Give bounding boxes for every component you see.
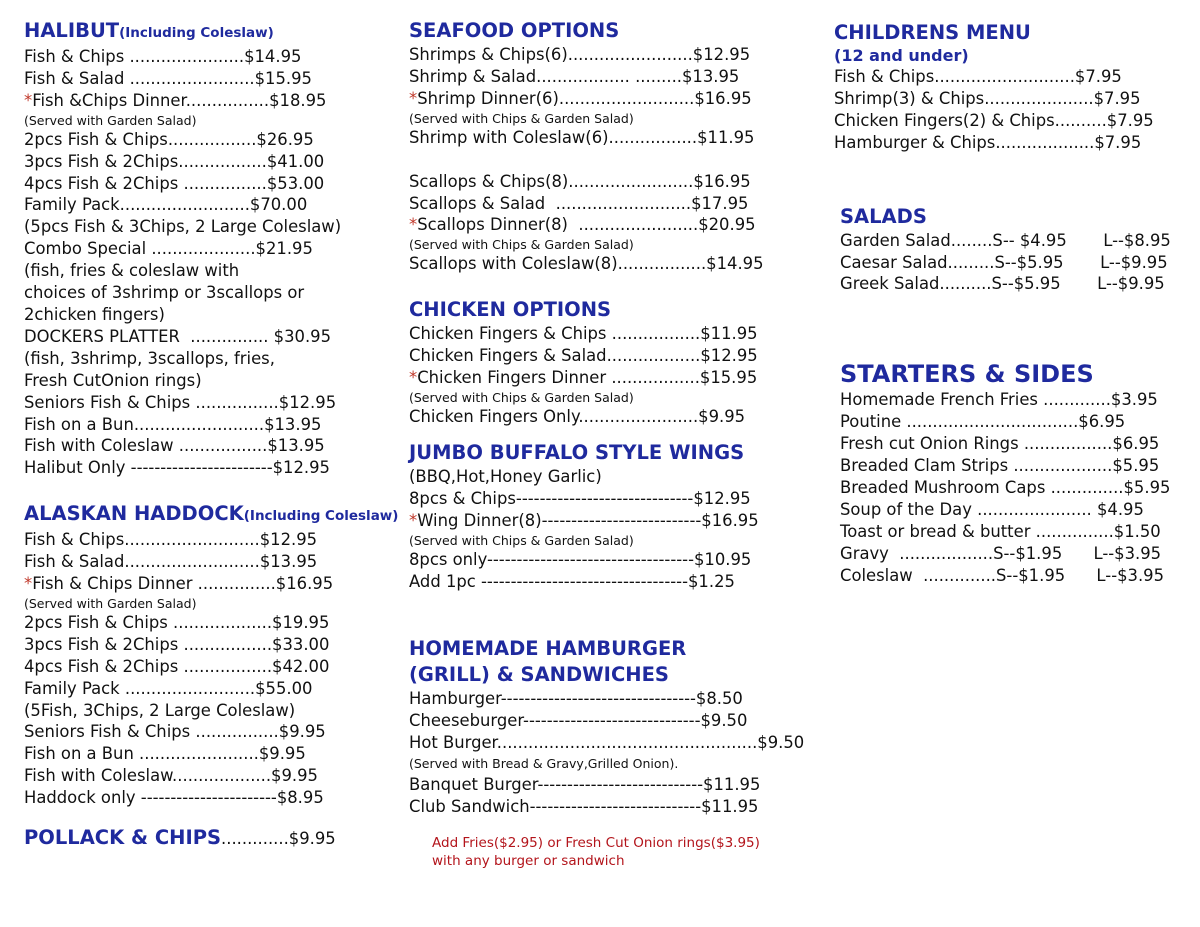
menu-item: Gravy ..................S--$1.95 L--$3.95 bbox=[840, 543, 1162, 563]
menu-item: Chicken Fingers & Salad..................$12.95 bbox=[409, 346, 758, 366]
pollack-heading bbox=[24, 825, 384, 852]
served-with-note: (Served with Chips & Garden Salad) bbox=[409, 237, 634, 253]
menu-item: Hot Burger..................................................$9.50 bbox=[409, 733, 805, 753]
wings-list bbox=[409, 466, 799, 593]
menu-item: Seniors Fish & Chips ................$12.95 bbox=[24, 392, 337, 412]
menu-item-text: Fish &Chips Dinner................$18.95 bbox=[32, 90, 327, 110]
column-right bbox=[834, 20, 1194, 587]
haddock-note: (Including Coleslaw) bbox=[243, 508, 399, 525]
served-with-note: (Served with Garden Salad) bbox=[24, 595, 197, 611]
menu-item: Shrimp with Coleslaw(6).................$11.95 bbox=[409, 127, 755, 147]
menu-item: Soup of the Day ...................... $4.95 bbox=[840, 499, 1144, 519]
menu-item-text: Fish & Chips Dinner ...............$16.95 bbox=[32, 574, 334, 594]
menu-item: Fish with Coleslaw...................$9.95 bbox=[24, 766, 318, 786]
menu-item: Breaded Mushroom Caps ..............$5.95 bbox=[840, 477, 1171, 497]
menu-item: Halibut Only ------------------------$12.95 bbox=[24, 458, 330, 478]
salads-heading: SALADS bbox=[840, 204, 927, 228]
pollack-price: .............$9.95 bbox=[221, 829, 336, 849]
menu-item: Fresh cut Onion Rings .................$6.95 bbox=[840, 434, 1160, 454]
menu-item: Add 1pc -----------------------------------$1.25 bbox=[409, 571, 735, 591]
menu-item: Fish & Chips..........................$12.95 bbox=[24, 530, 318, 550]
menu-item: Poutine .................................$6.95 bbox=[840, 412, 1126, 432]
menu-item: Haddock only -----------------------$8.95 bbox=[24, 788, 324, 808]
starters-heading: STARTERS & SIDES bbox=[840, 360, 1094, 389]
haddock-list bbox=[24, 529, 384, 809]
menu-item: Shrimp(3) & Chips.....................$7.95 bbox=[834, 88, 1141, 108]
menu-item: Chicken Fingers(2) & Chips..........$7.95 bbox=[834, 110, 1154, 130]
menu-item: Hamburger & Chips...................$7.95 bbox=[834, 132, 1142, 152]
menu-item: Greek Salad..........S--$5.95 L--$9.95 bbox=[840, 274, 1165, 294]
seafood-scallops-list bbox=[409, 171, 799, 276]
menu-item: 4pcs Fish & 2Chips ................$53.00 bbox=[24, 173, 325, 193]
menu-item: Chicken Fingers Only.......................$9.95 bbox=[409, 406, 746, 426]
menu-item: Shrimp & Salad.................. .........$13.95 bbox=[409, 66, 740, 86]
menu-item: Fish & Salad..........................$13.95 bbox=[24, 552, 318, 572]
served-with-note: (Served with Chips & Garden Salad) bbox=[409, 389, 634, 405]
served-with-note: (Served with Chips & Garden Salad) bbox=[409, 532, 634, 548]
wings-heading: JUMBO BUFFALO STYLE WINGS bbox=[409, 440, 745, 464]
burgers-list bbox=[409, 688, 805, 818]
asterisk-marker: * bbox=[409, 368, 418, 388]
menu-item: Caesar Salad.........S--$5.95 L--$9.95 bbox=[840, 252, 1168, 272]
menu-item: 2pcs Fish & Chips ...................$19.95 bbox=[24, 612, 330, 632]
menu-item-dinner bbox=[24, 90, 384, 112]
seafood-heading: SEAFOOD OPTIONS bbox=[409, 19, 620, 42]
asterisk-marker: * bbox=[409, 510, 418, 530]
menu-item: Combo Special ....................$21.95 bbox=[24, 239, 313, 259]
haddock-heading bbox=[24, 501, 399, 529]
menu-item: Fish on a Bun .......................$9.95 bbox=[24, 744, 306, 764]
menu-item: 2chicken fingers) bbox=[24, 304, 165, 324]
menu-item: 3pcs Fish & 2Chips.................$41.00 bbox=[24, 151, 325, 171]
menu-item-text: Chicken Fingers Dinner .................$15.95 bbox=[417, 368, 758, 388]
menu-item: 2pcs Fish & Chips.................$26.95 bbox=[24, 129, 314, 149]
halibut-list bbox=[24, 46, 384, 479]
children-heading: CHILDRENS MENU bbox=[834, 21, 1031, 44]
served-with-note: (Served with Chips & Garden Salad) bbox=[409, 110, 634, 126]
menu-item: Coleslaw ..............S--$1.95 L--$3.95 bbox=[840, 565, 1165, 585]
menu-item: Homemade French Fries .............$3.95 bbox=[840, 390, 1158, 410]
menu-item: Scallops & Salad ..........................$17.95 bbox=[409, 193, 749, 213]
chicken-list bbox=[409, 323, 799, 428]
menu-item: Scallops with Coleslaw(8).................$14.95 bbox=[409, 254, 764, 274]
seafood-shrimp-list bbox=[409, 44, 799, 149]
menu-item-dinner bbox=[409, 88, 799, 110]
menu-item-text: Wing Dinner(8)---------------------------$16.95 bbox=[417, 510, 759, 530]
menu-item: Fish on a Bun.........................$13.95 bbox=[24, 414, 322, 434]
column-left bbox=[24, 18, 399, 852]
addon-line-2: with any burger or sandwich bbox=[432, 852, 625, 869]
pollack-title: POLLACK & CHIPS bbox=[24, 826, 222, 850]
addon-line-1: Add Fries($2.95) or Fresh Cut Onion rings($3.95) bbox=[432, 834, 760, 851]
burgers-heading-1: HOMEMADE HAMBURGER bbox=[409, 637, 687, 661]
served-with-note: (Served with Garden Salad) bbox=[24, 112, 197, 128]
menu-item: choices of 3shrimp or 3scallops or bbox=[24, 283, 305, 303]
menu-item: Fish with Coleslaw .................$13.95 bbox=[24, 436, 325, 456]
menu-item: Fish & Chips...........................$7.95 bbox=[834, 67, 1122, 86]
column-middle bbox=[409, 18, 805, 870]
menu-item: 8pcs & Chips------------------------------$12.95 bbox=[409, 488, 751, 508]
menu-item: (fish, fries & coleslaw with bbox=[24, 261, 240, 281]
menu-item: Cheeseburger------------------------------$9.50 bbox=[409, 711, 748, 731]
menu-item-text: Scallops Dinner(8) .......................$20.95 bbox=[417, 215, 756, 235]
menu-item: Fresh CutOnion rings) bbox=[24, 370, 202, 390]
asterisk-marker: * bbox=[409, 215, 418, 235]
menu-item: Banquet Burger----------------------------$11.95 bbox=[409, 775, 761, 795]
asterisk-marker: * bbox=[24, 574, 33, 594]
halibut-heading bbox=[24, 18, 384, 46]
halibut-note: (Including Coleslaw) bbox=[119, 25, 274, 41]
asterisk-marker: * bbox=[409, 88, 418, 108]
children-list bbox=[834, 66, 1194, 154]
menu-item-dinner bbox=[409, 214, 799, 236]
menu-item: 8pcs only-----------------------------------$10.95 bbox=[409, 549, 752, 569]
halibut-title: HALIBUT bbox=[24, 19, 120, 42]
menu-item: 4pcs Fish & 2Chips .................$42.00 bbox=[24, 656, 330, 676]
haddock-title: ALASKAN HADDOCK bbox=[24, 502, 244, 526]
menu-item-dinner bbox=[24, 573, 384, 595]
menu-item: Garden Salad........S-- $4.95 L--$8.95 bbox=[840, 230, 1171, 250]
menu-item: Breaded Clam Strips ...................$5.95 bbox=[840, 456, 1160, 476]
menu-item: Scallops & Chips(8)........................$16.95 bbox=[409, 171, 751, 191]
chicken-heading: CHICKEN OPTIONS bbox=[409, 298, 612, 322]
menu-item: DOCKERS PLATTER ............... $30.95 bbox=[24, 326, 332, 346]
starters-list bbox=[840, 389, 1194, 586]
menu-item: Shrimps & Chips(6)........................$12.95 bbox=[409, 45, 751, 64]
menu-item-text: Shrimp Dinner(6)..........................$16.95 bbox=[417, 88, 752, 108]
served-with-note: (Served with Bread & Gravy,Grilled Onion). bbox=[409, 756, 679, 772]
menu-item: Fish & Chips ......................$14.95 bbox=[24, 47, 302, 66]
menu-item: Toast or bread & butter ...............$1.50 bbox=[840, 521, 1161, 541]
menu-item: (5pcs Fish & 3Chips, 2 Large Coleslaw) bbox=[24, 217, 342, 237]
children-subtitle: (12 and under) bbox=[834, 46, 969, 65]
asterisk-marker: * bbox=[24, 90, 33, 110]
menu-item: Club Sandwich-----------------------------$11.95 bbox=[409, 797, 759, 817]
menu-item: Chicken Fingers & Chips .................$11.95 bbox=[409, 324, 758, 344]
menu-item: 3pcs Fish & 2Chips .................$33.00 bbox=[24, 634, 330, 654]
menu-item: (fish, 3shrimp, 3scallops, fries, bbox=[24, 348, 275, 368]
menu-item: Hamburger---------------------------------$8.50 bbox=[409, 689, 743, 709]
salads-list bbox=[840, 230, 1194, 296]
menu-item-dinner bbox=[409, 510, 799, 532]
burgers-heading-2: (GRILL) & SANDWICHES bbox=[409, 663, 669, 687]
menu-item: (BBQ,Hot,Honey Garlic) bbox=[409, 466, 602, 486]
menu-item-dinner bbox=[409, 367, 799, 389]
menu-item: Family Pack.........................$70.00 bbox=[24, 195, 308, 215]
menu-item: (5Fish, 3Chips, 2 Large Coleslaw) bbox=[24, 700, 296, 720]
menu-item: Fish & Salad ........................$15.95 bbox=[24, 68, 312, 88]
menu-item: Family Pack .........................$55.00 bbox=[24, 678, 313, 698]
menu-item: Seniors Fish & Chips ................$9.95 bbox=[24, 722, 326, 742]
